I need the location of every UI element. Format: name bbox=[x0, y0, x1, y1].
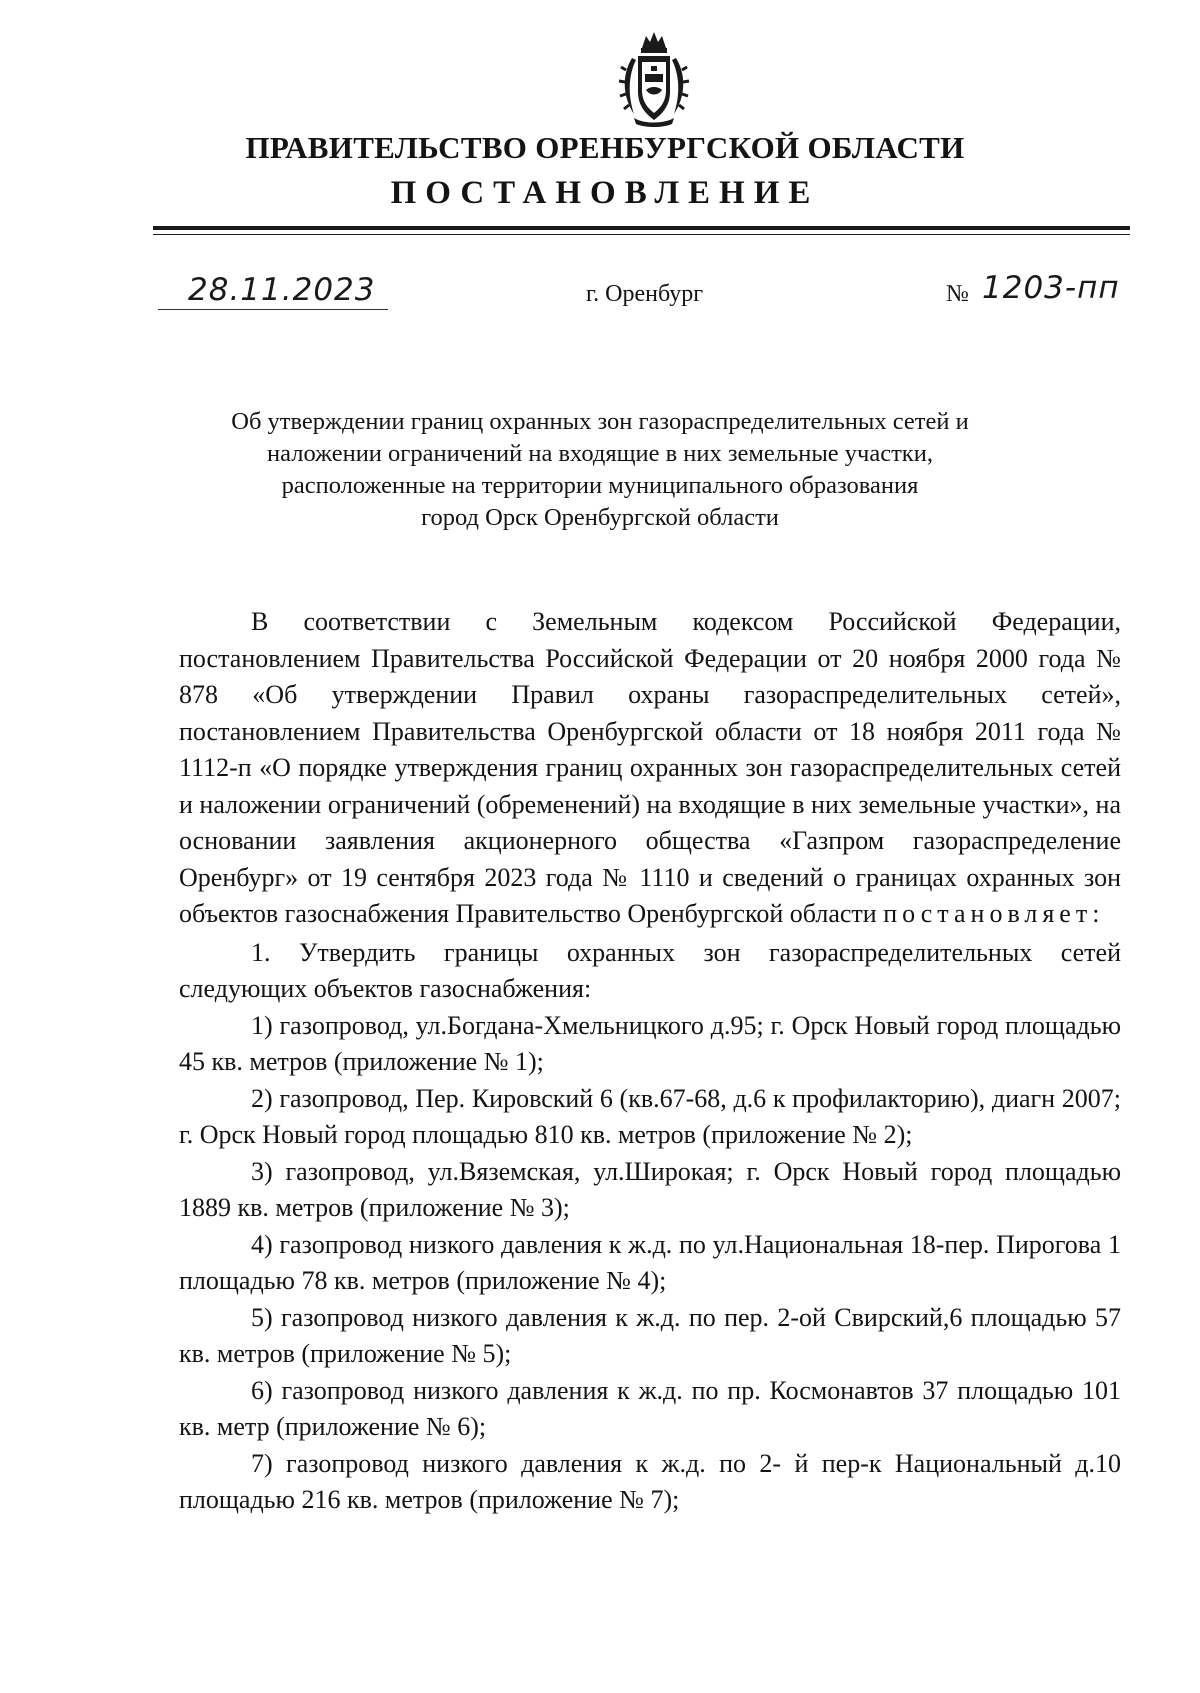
date-underline bbox=[158, 309, 388, 310]
document-number: 1203-пп bbox=[982, 270, 1120, 306]
document-type-title: ПОСТАНОВЛЕНИЕ bbox=[390, 175, 820, 211]
header-divider-thin bbox=[153, 234, 1130, 235]
subject-line: Об утверждении границ охранных зон газораспределительных сетей и bbox=[231, 408, 969, 435]
document-city: г. Оренбург bbox=[586, 281, 704, 307]
preamble-paragraph bbox=[179, 604, 1121, 933]
subject-line: наложении ограничений на входящие в них земельные участки, bbox=[267, 440, 933, 467]
item-1-paragraph: 1. Утвердить границы охранных зон газораспределительных сетей следующих объектов газоснабжения: bbox=[179, 937, 1121, 1003]
header-divider-thick bbox=[153, 226, 1130, 230]
subject-line: город Орск Оренбургской области bbox=[421, 504, 779, 531]
subject-line: расположенные на территории муниципального образования bbox=[281, 472, 919, 499]
orenburg-coat-of-arms-icon bbox=[618, 30, 690, 130]
subitem-paragraph: 3) газопровод, ул.Вяземская, ул.Широкая; г. Орск Новый город площадью 1889 кв. метров (приложение № 3); bbox=[179, 1156, 1121, 1222]
subitem-paragraph: 1) газопровод, ул.Богдана-Хмельницкого д.95; г. Орск Новый город площадью 45 кв. метров (приложение № 1); bbox=[179, 1010, 1121, 1076]
document-subject bbox=[180, 406, 1020, 534]
document-body bbox=[179, 604, 1121, 1519]
subitem-paragraph: 5) газопровод низкого давления к ж.д. по пер. 2-ой Свирский,6 площадью 57 кв. метров (приложение № 5); bbox=[179, 1302, 1121, 1368]
document-date: 28.11.2023 bbox=[188, 272, 376, 308]
subitem-paragraph: 4) газопровод низкого давления к ж.д. по ул.Национальная 18-пер. Пирогова 1 площадью 78 кв. метров (приложение № 4); bbox=[179, 1229, 1121, 1295]
subitem-paragraph: 7) газопровод низкого давления к ж.д. по 2- й пер-к Национальный д.10 площадью 216 кв. метров (приложение № 7); bbox=[179, 1448, 1121, 1514]
document-number-label: № bbox=[946, 281, 969, 307]
subitem-paragraph: 6) газопровод низкого давления к ж.д. по пр. Космонавтов 37 площадью 101 кв. метр (приложение № 6); bbox=[179, 1375, 1121, 1441]
government-title: ПРАВИТЕЛЬСТВО ОРЕНБУРГСКОЙ ОБЛАСТИ bbox=[245, 130, 965, 165]
preamble-text: В соответствии с Земельным кодексом Российской Федерации, постановлением Правительства Российской Федерации от 20 ноября 2000 года № 878 «Об утверждении Правил охраны газораспределительных сетей», постановлением Правительства Оренбургской области от 18 ноября 2011 года № 1112-п «О порядке утверждения границ охранных зон газораспределительных сетей и наложении ограничений (обременений) на входящие в них земельные участки», на основании заявления акционерного общества «Газпром газораспределение Оренбург» от 19 сентября 2023 года № 1110 и сведений о границах охранных зон объектов газоснабжения Правительство Оренбургской области bbox=[179, 607, 1121, 928]
decree-word: постановляет: bbox=[883, 899, 1105, 928]
subitem-paragraph: 2) газопровод, Пер. Кировский 6 (кв.67-68, д.6 к профилакторию), диагн 2007; г. Орск Новый город площадью 810 кв. метров (приложение № 2); bbox=[179, 1083, 1121, 1149]
